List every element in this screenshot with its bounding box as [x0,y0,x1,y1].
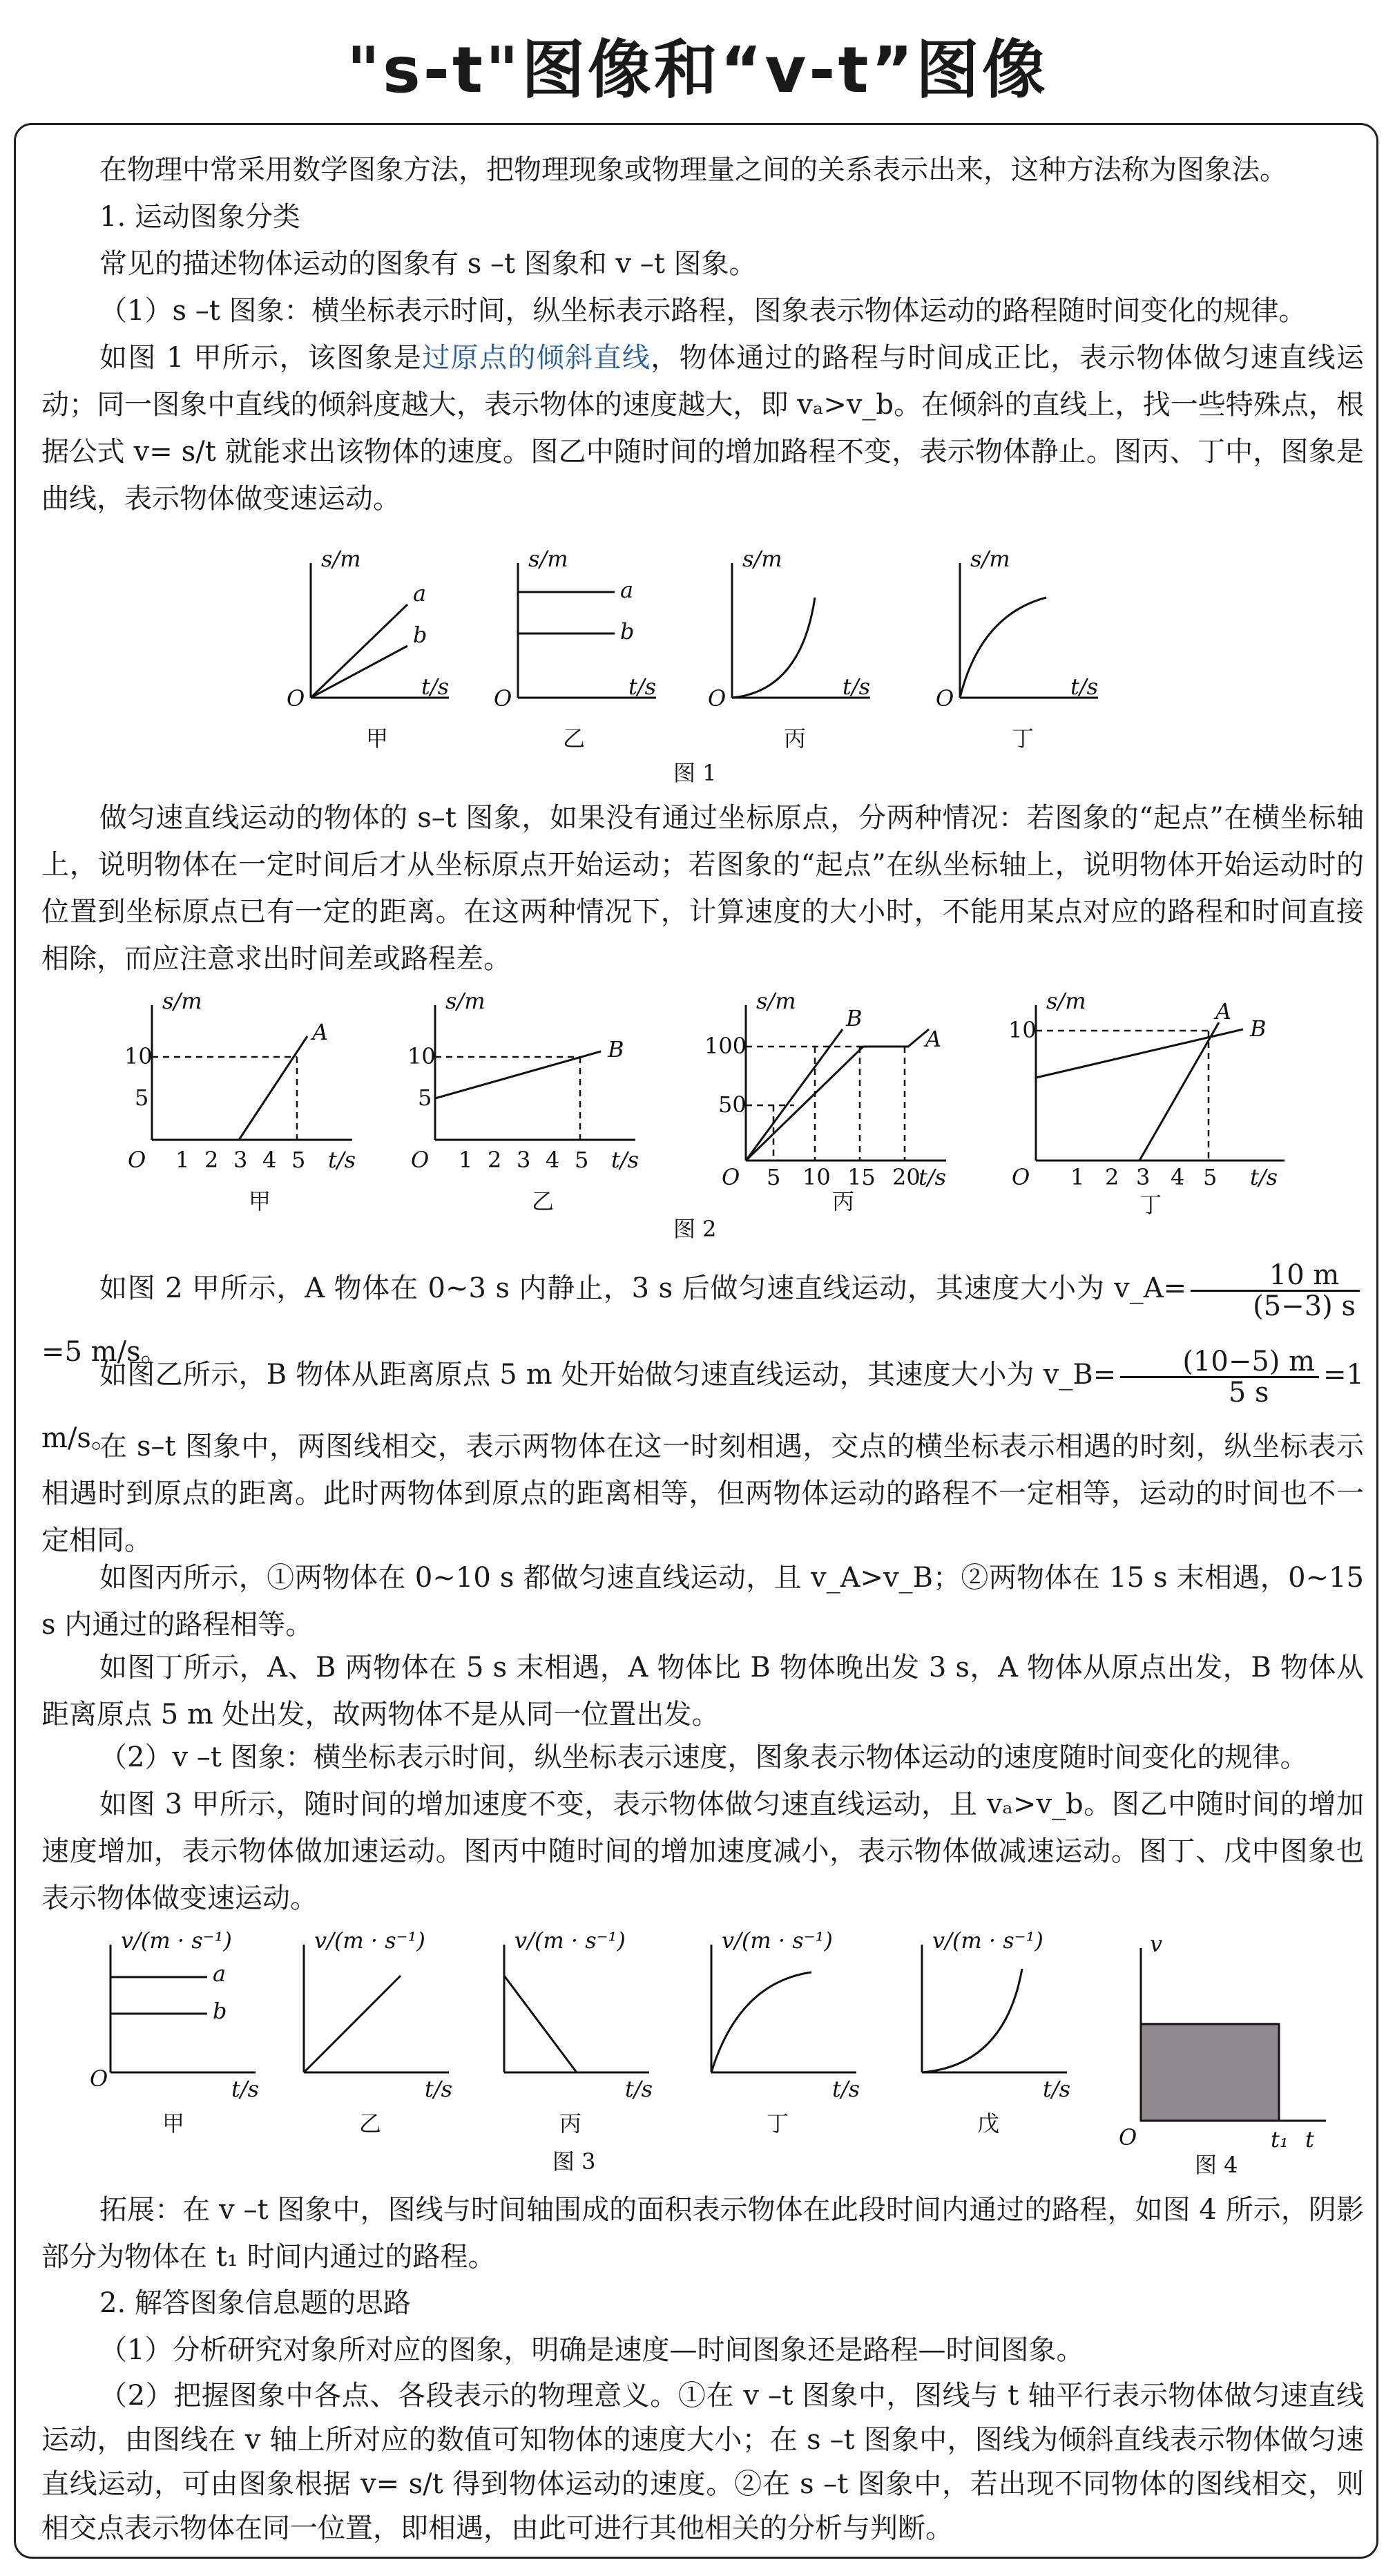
paragraph-extension: 拓展：在 v –t 图象中，图线与时间轴围成的面积表示物体在此段时间内通过的路程，如图 4 所示，阴影部分为物体在 t₁ 时间内通过的路程。 [41,2194,1364,2273]
fig2-caption: 图 2 [673,1216,717,1242]
fig3-bing-line [504,1976,577,2072]
paragraph-vt-definition: （2）v –t 图象：横坐标表示时间，纵坐标表示速度，图象表示物体运动的速度随时间变化的规律。 [99,1742,1308,1773]
fig1-jia-ylabel: s/m [321,546,361,572]
text-run: ，物体通过的路程与时间成正比，表示物体做匀速直线运动；同一图象中直线的倾斜度越大，表示物体的速度越大，即 vₐ>v_b。在倾斜的直线上，找一些特殊点，根据公式 v= s/t 就能求出该物体的速度。图乙中随时间的增加路程不变，表示物体静止。图丙、丁中，图象是曲线，表示物体做变速运动。 [41,342,1365,515]
text-run: =1 m/s。 [41,1359,1364,1454]
highlighted-text: 过原点的倾斜直线 [422,342,651,374]
fig1-jia-label-a: a [413,580,427,607]
fig1-jia-label-b: b [413,622,427,648]
fig2-yi-ytick-10: 10 [407,1043,436,1069]
fig3-ding-xlabel: t/s [832,2076,860,2102]
fig3-yi-caption: 乙 [359,2110,382,2137]
fig1-yi [494,546,656,752]
fig1-jia-line-b [311,646,407,698]
fig2-ding-xlabel: t/s [1250,1164,1278,1190]
fig4-shaded-area [1141,2024,1279,2121]
figure-4 [1119,1931,1326,2178]
fig2-bing-origin: O [722,1164,740,1190]
fig4-ylabel: v [1150,1931,1163,1957]
fig2-ding-label-A: A [1215,998,1232,1024]
section-heading-1: 1. 运动图象分类 [99,201,300,233]
paragraph-step-1: （1）分析研究对象所对应的图象，明确是速度—时间图象还是路程—时间图象。 [99,2334,1084,2366]
fig1-yi-origin: O [494,685,512,712]
fig1-jia-origin: O [287,685,305,712]
fig2-jia-xtick: 1 [175,1147,190,1173]
fig2-ding-xtick: 1 [1070,1164,1085,1190]
fig1-jia-line-a [311,604,407,698]
fig3-yi-xlabel: t/s [425,2076,453,2102]
fig3-jia-label-b: b [213,1998,227,2024]
fig2-yi-xlabel: t/s [611,1147,639,1173]
fig2-yi-caption: 乙 [532,1188,555,1214]
fig2-jia-label-A: A [312,1019,329,1045]
fig2-ding-xtick: 4 [1171,1164,1185,1190]
fig1-bing [708,546,870,752]
fig4-t1-label: t₁ [1271,2126,1289,2153]
page-title: "s-t"图像和“v-t”图像 [347,33,1048,107]
fig2-ding-xtick: 2 [1105,1164,1119,1190]
fig3-ding-ylabel: v/(m · s⁻¹) [722,1927,833,1954]
fig2-yi-origin: O [411,1147,430,1173]
fig2-yi-xtick: 2 [488,1147,502,1173]
text-run: 如图 2 甲所示，A 物体在 0~3 s 内静止，3 s 后做匀速直线运动，其速度大小为 v_A= [99,1272,1187,1304]
fig2-jia-xtick: 4 [262,1147,277,1173]
fig2-yi [407,988,639,1214]
fig1-yi-ylabel: s/m [528,546,568,572]
fig2-jia-xlabel: t/s [328,1147,356,1173]
fraction-numerator: (10−5) m [1120,1347,1319,1378]
fraction-denominator: (5−3) s [1253,1290,1356,1322]
fig3-bing [504,1927,653,2137]
fig1-ding-curve [960,598,1046,698]
fig3-jia-label-a: a [213,1960,227,1987]
paragraph-step-2: （2）把握图象中各点、各段表示的物理意义。①在 v –t 图象中，图线与 t 轴平行表示物体做匀速直线运动，由图线在 v 轴上所对应的数值可知物体的速度大小；在 s –t 图象中，图线为倾斜直线表示物体做匀速直线运动，可由图象根据 v= s/t 得到物体运动的速度。②在 s –t 图象中，若出现不同物体的图线相交，则相交点表示物体在同一位置，即相遇，由此可进行其他相关的分析与判断。 [41,2380,1364,2544]
fig2-jia-ylabel: s/m [162,988,202,1014]
fig2-ding-ylabel: s/m [1046,988,1086,1014]
fig1-caption: 图 1 [673,760,717,786]
fig2-bing-ytick-100: 100 [704,1033,747,1059]
fig1-ding-ylabel: s/m [970,546,1010,572]
paragraph-offset-origin: 做匀速直线运动的物体的 s–t 图象，如果没有通过坐标原点，分两种情况：若图象的“起点”在横坐标轴上，说明物体在一定时间后才从坐标原点开始运动；若图象的“起点”在纵坐标轴上，说明物体开始运动时的位置到坐标原点已有一定的距离。在这两种情况下，计算速度的大小时，不能用某点对应的路程和时间直接相除，而应注意求出时间差或路程差。 [41,802,1364,975]
fig2-jia-xtick: 2 [204,1147,219,1173]
fig2-bing-xtick: 15 [847,1164,876,1190]
intro-paragraph: 在物理中常采用数学图象方法，把物理现象或物理量之间的关系表示出来，这种方法称为图象法。 [99,154,1287,186]
fig1-ding-caption: 丁 [1012,725,1035,752]
fig2-bing-label-B: B [846,1005,863,1031]
fig2-ding-line-A [1139,1022,1219,1161]
figure-1 [0,546,1395,801]
fig2-jia-xtick: 3 [233,1147,248,1173]
fig1-yi-xlabel: t/s [628,674,657,700]
fig1-ding-origin: O [936,685,954,712]
fig3-bing-caption: 丙 [559,2110,582,2137]
fig2-ding-label-B: B [1250,1015,1267,1042]
fraction-vB [1120,1347,1319,1407]
fig1-yi-label-a: a [620,577,634,603]
fig1-yi-caption: 乙 [563,725,586,752]
fig2-bing-xtick: 10 [802,1164,831,1190]
fig4-origin: O [1119,2124,1137,2150]
fig1-bing-caption: 丙 [784,725,807,752]
paragraph-fig2-ding: 如图丁所示，A、B 两物体在 5 s 末相遇，A 物体比 B 物体晚出发 3 s，A 物体从原点出发，B 物体从距离原点 5 m 处出发，故两物体不是从同一位置出发。 [41,1652,1364,1730]
fig2-yi-xtick: 3 [517,1147,531,1173]
fig2-ding [1008,988,1285,1218]
fig3-wu-xlabel: t/s [1043,2076,1071,2102]
fig2-jia-caption: 甲 [249,1188,271,1214]
fig1-bing-xlabel: t/s [843,674,871,700]
fig2-jia-origin: O [128,1147,146,1173]
fig3-jia-ylabel: v/(m · s⁻¹) [121,1927,232,1954]
fraction-denominator: 5 s [1228,1376,1269,1409]
fig3-wu-curve [922,1969,1022,2072]
fig2-ding-ytick-10: 10 [1008,1017,1037,1043]
text-run: =5 m/s。 [41,1335,169,1368]
fig3-jia [90,1927,259,2137]
fig3-yi [304,1927,452,2137]
fig2-yi-xtick: 5 [575,1147,589,1173]
fig2-bing-xtick: 20 [892,1164,921,1190]
fig2-bing-ylabel: s/m [756,988,796,1014]
fig1-ding [936,546,1098,752]
fig3-wu-ylabel: v/(m · s⁻¹) [932,1927,1043,1954]
paragraph-fig1-explain [41,334,1364,522]
fig2-ding-origin: O [1012,1164,1030,1190]
paragraph-types: 常见的描述物体运动的图象有 s –t 图象和 v –t 图象。 [99,248,757,280]
fig2-yi-label-B: B [608,1036,624,1062]
fig2-ding-xtick: 3 [1136,1164,1151,1190]
fig3-ding [711,1927,860,2137]
fig3-ding-curve [711,1972,811,2072]
text-run: 如图乙所示，B 物体从距离原点 5 m 处开始做匀速直线运动，其速度大小为 v_B= [99,1359,1117,1391]
fig1-jia-xlabel: t/s [421,674,450,700]
fig3-wu [922,1927,1070,2137]
fig2-jia [124,988,356,1214]
fig1-jia-caption: 甲 [366,725,389,752]
figure-2 [0,988,1395,1243]
fig4-xlabel: t [1305,2126,1314,2153]
fig3-jia-caption: 甲 [162,2110,185,2137]
fig2-bing-caption: 丙 [832,1188,855,1214]
fig2-yi-ylabel: s/m [445,988,485,1014]
fig2-yi-ytick-5: 5 [418,1085,432,1111]
fig1-jia [287,546,449,752]
fig3-caption: 图 3 [552,2148,596,2175]
fig2-bing-ytick-50: 50 [718,1091,747,1118]
fig2-jia-ytick-10: 10 [124,1043,153,1069]
fraction-vA [1191,1261,1360,1321]
fig1-bing-curve [732,598,815,698]
fig3-yi-ylabel: v/(m · s⁻¹) [314,1927,425,1954]
fig3-yi-line [304,1976,401,2072]
fig1-ding-xlabel: t/s [1070,674,1099,700]
fig3-jia-xlabel: t/s [231,2076,260,2102]
section-heading-2: 2. 解答图象信息题的思路 [99,2287,411,2319]
fig3-jia-origin: O [90,2065,108,2092]
fig1-bing-ylabel: s/m [742,546,782,572]
fig1-yi-label-b: b [620,618,635,645]
fig2-yi-xtick: 4 [546,1147,560,1173]
text-run: 如图 1 甲所示，该图象是 [99,342,423,374]
paragraph-st-definition: （1）s –t 图象：横坐标表示时间，纵坐标表示路程，图象表示物体运动的路程随时间变化的规律。 [99,295,1307,327]
fig2-ding-caption: 丁 [1139,1192,1162,1218]
fig4-caption: 图 4 [1195,2152,1238,2178]
fig2-jia-ytick-5: 5 [135,1085,149,1111]
fig3-bing-ylabel: v/(m · s⁻¹) [514,1927,626,1954]
paragraph-fig3-explain: 如图 3 甲所示，随时间的增加速度不变，表示物体做匀速直线运动，且 vₐ>v_b。图乙中随时间的增加速度增加，表示物体做加速运动。图丙中随时间的增加速度减小，表示物体做减速运动。图丁、戊中图象也表示物体做变速运动。 [41,1788,1364,1914]
fig3-bing-xlabel: t/s [625,2076,653,2102]
figure-3 [0,1927,1395,2183]
fig2-yi-xtick: 1 [459,1147,473,1173]
fig2-bing-line-B [746,1029,843,1161]
fig2-yi-line-B [435,1051,601,1098]
fig2-ding-xtick: 5 [1203,1164,1218,1190]
fig2-bing-label-A: A [925,1026,942,1052]
fig2-bing [704,988,946,1214]
paragraph-fig2-bing: 如图丙所示，①两物体在 0~10 s 都做匀速直线运动，且 v_A>v_B；②两物体在 15 s 末相遇，0~15 s 内通过的路程相等。 [41,1562,1364,1641]
fig1-bing-origin: O [708,685,727,712]
fig2-bing-xlabel: t/s [918,1164,947,1190]
fig2-jia-xtick: 5 [291,1147,306,1173]
fig3-wu-caption: 戊 [977,2110,1000,2137]
fig3-ding-caption: 丁 [767,2110,789,2137]
fig2-ding-line-B [1036,1029,1243,1078]
fraction-numerator: 10 m [1191,1261,1360,1292]
paragraph-intersection: 在 s–t 图象中，两图线相交，表示两物体在这一时刻相遇，交点的横坐标表示相遇的时刻，纵坐标表示相遇时到原点的距离。此时两物体到原点的距离相等，但两物体运动的路程不一定相等，运动的时间也不一定相同。 [41,1431,1364,1556]
fig2-bing-xtick: 5 [767,1164,781,1190]
